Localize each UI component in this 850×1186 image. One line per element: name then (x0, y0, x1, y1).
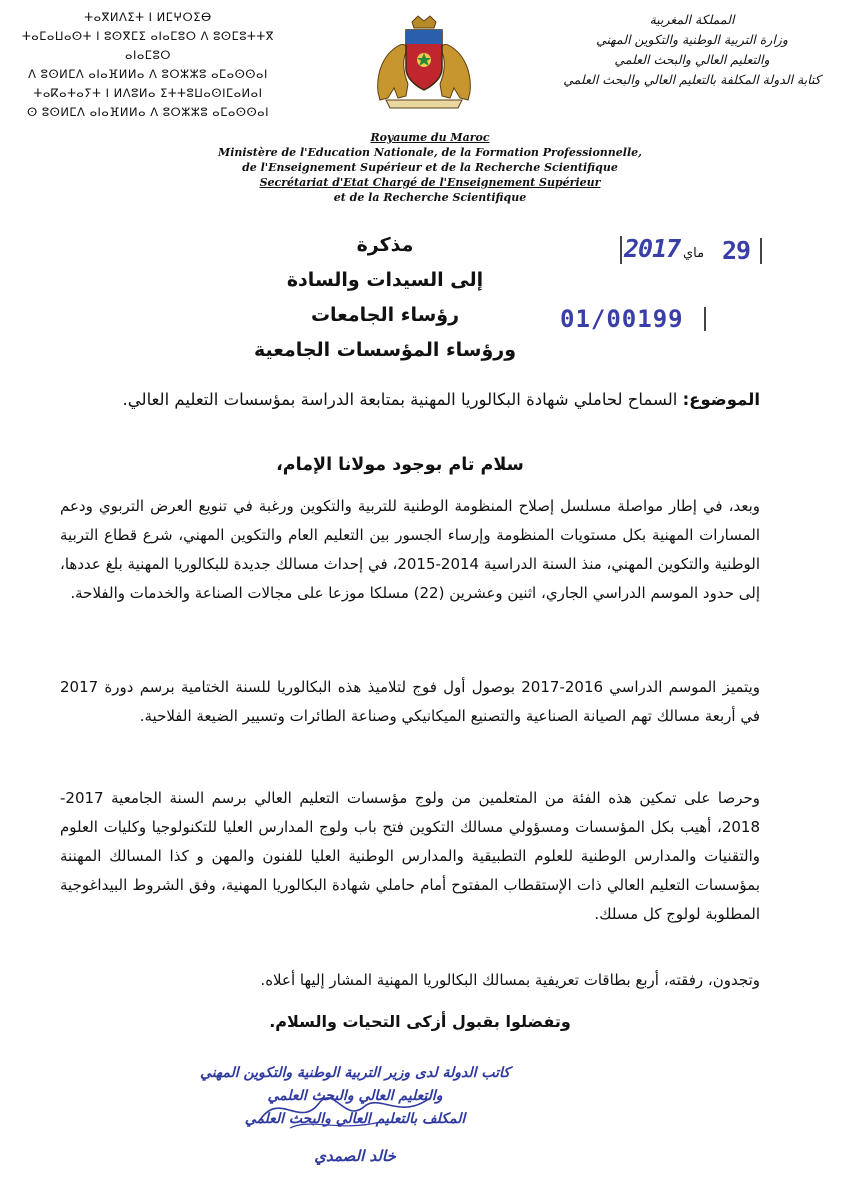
memo-title: مذكرة (356, 234, 414, 256)
stamp-bar (760, 238, 762, 264)
reference-number-stamp: 01/00199 (560, 305, 684, 333)
stamp-bar (704, 307, 706, 331)
tifinagh-line: ⵜⴰⴽⴰⵜⴰⵢⵜ ⵏ ⵍⴷⵓⵍⴰ ⵉⵜⵜⵓⵡⴰⵙⵏⵎⴰⵍⴰⵏ (33, 86, 263, 100)
subject-label: الموضوع: (682, 390, 760, 409)
date-stamp-day: 29 (722, 236, 751, 265)
signatory-name: خالد الصمدي (314, 1147, 396, 1165)
french-header-line: Ministère de l'Education Nationale, de la Formation Professionnelle, (218, 146, 642, 159)
arabic-header-line: والتعليم العالي والبحث العلمي (614, 52, 770, 67)
date-stamp-month: ماي (683, 246, 705, 261)
french-header-line: Secrétariat d'Etat Chargé de l'Enseignement Supérieur (259, 176, 601, 189)
tifinagh-line: ⵜⴰⴳⵍⴷⵉⵜ ⵏ ⵍⵎⵖⵔⵉⴱ (84, 10, 212, 24)
stamp-bar (620, 236, 622, 264)
greeting: سلام تام بوجود مولانا الإمام، (276, 455, 524, 475)
french-header (180, 130, 680, 205)
tifinagh-line: ⴷ ⵓⵙⵍⵎⴷ ⴰⵏⴰⴼⵍⵍⴰ ⴷ ⵓⵔⵣⵣⵓ ⴰⵎⴰⵙⵙⴰⵏ (28, 67, 268, 81)
arabic-header-line: كتابة الدولة المكلفة بالتعليم العالي والبحث العلمي (563, 72, 821, 87)
arabic-header (542, 10, 842, 90)
body-paragraph (60, 784, 760, 929)
arabic-header-line: المملكة المغربية (649, 12, 735, 27)
signature-title-line: كاتب الدولة لدى وزير التربية الوطنية والتكوين المهني (200, 1065, 510, 1081)
tifinagh-line: ⵙ ⵓⵙⵍⵎⴷ ⴰⵏⴰⴼⵍⵍⴰ ⴷ ⵓⵔⵣⵣⵓ ⴰⵎⴰⵙⵙⴰⵏ (26, 105, 270, 119)
memo-addressee-block (200, 228, 570, 368)
paragraph-text: ويتميز الموسم الدراسي 2016-2017 بوصول أول فوج لتلاميذ هذه البكالوريا للسنة الختامية برسم دورة 2017 في أربعة مسالك تهم الصيانة الصناعية والتصنيع الميكانيكي وصناعة الطائرات وتسيير الضيعة الفلاحية. (60, 678, 760, 725)
paragraph-text: وتجدون، رفقته، أربع بطاقات تعريفية بمسالك البكالوريا المهنية المشار إليها أعلاه. (260, 971, 760, 989)
signature-title-line: والتعليم العالي والبحث العلمي (267, 1088, 443, 1104)
addressee-line: ورؤساء المؤسسات الجامعية (253, 339, 517, 361)
subject-line (60, 390, 760, 409)
tifinagh-line: ⵜⴰⵎⴰⵡⴰⵙⵜ ⵏ ⵓⵙⴳⵎⵉ ⴰⵏⴰⵎⵓⵔ ⴷ ⵓⵙⵎⵓⵜⵜⴳ ⴰⵏⴰⵎⵓⵔ (21, 29, 274, 62)
french-header-line: Royaume du Maroc (370, 131, 490, 144)
closing-line: وتفضلوا بقبول أزكى التحيات والسلام. (269, 1012, 571, 1031)
arabic-header-line: وزارة التربية الوطنية والتكوين المهني (596, 32, 788, 47)
body-paragraph (60, 966, 760, 995)
addressee-line: رؤساء الجامعات (310, 304, 460, 326)
paragraph-text: وحرصا على تمكين هذه الفئة من المتعلمين من ولوج مؤسسات التعليم العالي برسم السنة الجامعية 2017-2018، أهيب بكل المؤسسات ومسؤولي مسالك التكوين فتح باب ولوج المدارس العليا للتكنولوجيا وكليات العلوم والتقنيات والمدارس الوطنية للعلوم التطبيقية والمدارس الوطنية العليا للفنون والمهن و كذا المسالك المهننة بمؤسسات التعليم العالي ذات الإستقطاب المفتوح أمام حاملي شهادة البكالوريا المهنية، وفق الشروط البيداغوجية المطلوبة لولوج كل مسلك. (60, 789, 760, 923)
subject-text: السماح لحاملي شهادة البكالوريا المهنية بمتابعة الدراسة بمؤسسات التعليم العالي. (122, 390, 683, 409)
paragraph-text: وبعد، في إطار مواصلة مسلسل إصلاح المنظومة الوطنية للتربية والتكوين ورغبة في تنويع العرض التربوي ودعم المسارات المهنية بكل مستويات المنظومة وإرساء الجسور بين التعليم العام والتكوين المهني، شرع قطاع التربية الوطنية والتكوين المهني، منذ السنة الدراسية 2014-2015، في إحداث مسالك جديدة للبكالوريا المهنية بلغ عددها، إلى حدود الموسم الدراسي الجاري، اثنين وعشرين (22) مسلكا موزعا على مجالات الصناعة والخدمات والفلاحة. (60, 497, 760, 602)
coat-of-arms-icon (368, 12, 480, 112)
date-stamp-year: 2017 (624, 234, 681, 263)
body-paragraph (60, 492, 760, 608)
french-header-line: et de la Recherche Scientifique (333, 191, 527, 204)
french-header-line: de l'Enseignement Supérieur et de la Recherche Scientifique (242, 161, 618, 174)
signature-title-line: المكلف بالتعليم العالي والبحث العلمي (244, 1111, 466, 1127)
tifinagh-header (8, 8, 288, 122)
handwritten-signature-icon (250, 1080, 440, 1140)
body-paragraph (60, 673, 760, 731)
addressee-line: إلى السيدات والسادة (286, 269, 484, 291)
